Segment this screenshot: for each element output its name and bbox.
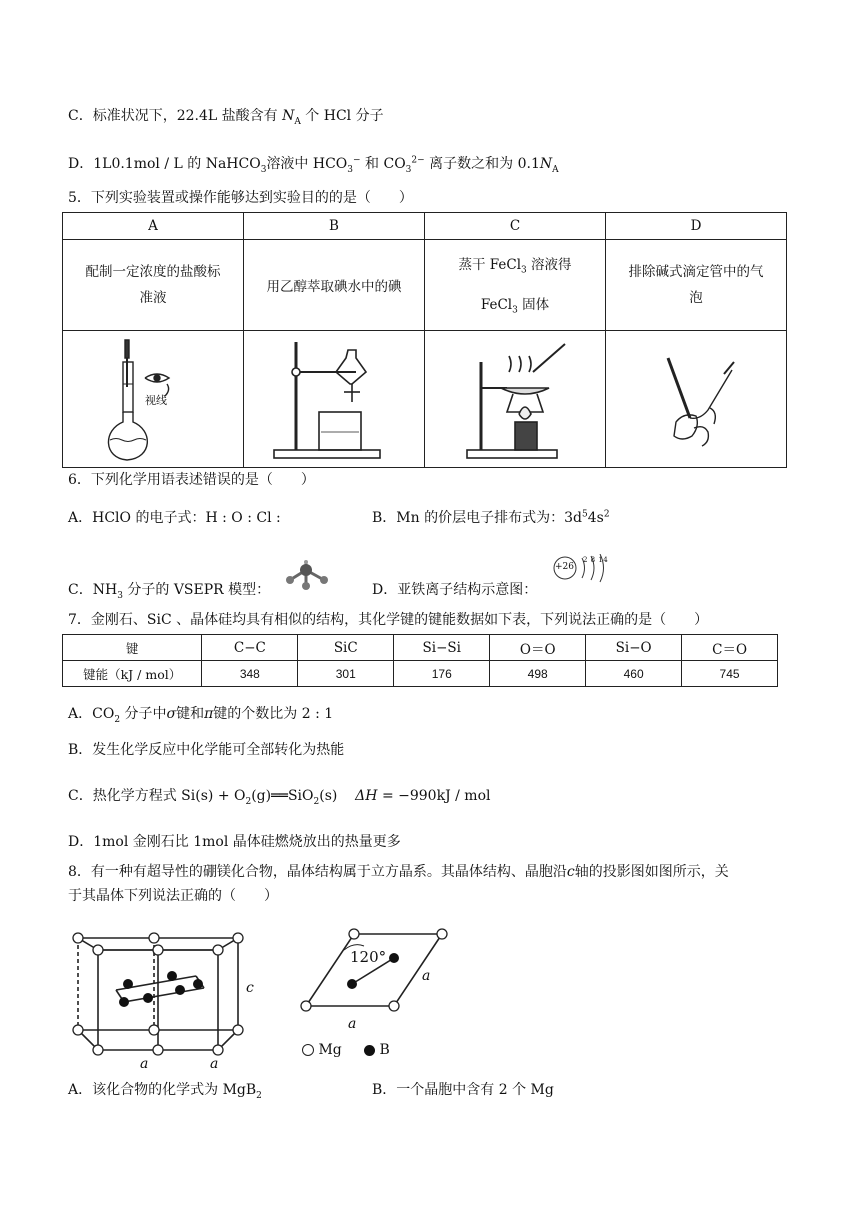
q7-option-c: C．热化学方程式 $Si(s) + O_2(g)══SiO_2(s)$ ΔH = −990kJ / mol <box>68 788 491 807</box>
energy-si-o: 460 <box>586 661 682 687</box>
energy-si-si: 176 <box>394 661 490 687</box>
q5-header-d: D <box>606 213 787 240</box>
q8-option-a: A．该化合物的化学式为 MgB$_2$ <box>68 1082 262 1101</box>
q7-stem: 7．金刚石、SiC 、晶体硅均具有相似的结构，其化学键的键能数据如下表，下列说法正确的是（ ） <box>68 612 709 628</box>
mg-legend-label: Mg <box>318 1042 342 1058</box>
evaporating-dish-diagram <box>425 332 605 467</box>
axis-c-label: c <box>246 980 254 996</box>
q5-image-b <box>244 331 425 468</box>
q5-desc-d: 排除碱式滴定管中的气 泡 <box>606 240 787 331</box>
energy-o-o: 498 <box>490 661 586 687</box>
q6-option-a: A．HClO 的电子式：H : O : Cl : <box>68 510 281 526</box>
bond-o-o: O＝O <box>490 635 586 661</box>
bond-c-c: C−C <box>202 635 298 661</box>
axis-a-label-2: a <box>210 1056 219 1070</box>
q8-option-b: B．一个晶胞中含有 2 个 Mg <box>372 1082 554 1098</box>
bond-sic: SiC <box>298 635 394 661</box>
burette-bubble-removal-diagram <box>606 332 786 467</box>
sight-line-label: 视线 <box>145 393 167 407</box>
separatory-funnel-stand-diagram <box>244 332 424 467</box>
edge-a-label-2: a <box>348 1016 357 1032</box>
q5-header-c: C <box>425 213 606 240</box>
bond-si-si: Si−Si <box>394 635 490 661</box>
q5-desc-a: 配制一定浓度的盐酸标 准液 <box>63 240 244 331</box>
q8-stem-line1: 8．有一种有超导性的硼镁化合物，晶体结构属于立方晶系。其晶体结构、晶胞沿c轴的投影图如图所示，关 <box>68 864 729 880</box>
bond-header: 键 <box>63 635 202 661</box>
q4-option-c: C．标准状况下，22.4L 盐酸含有 $N_A$ 个 HCl 分子 <box>68 108 384 127</box>
q8-stem-line2: 于其晶体下列说法正确的（ ） <box>68 888 278 904</box>
q7-bond-energy-table <box>62 634 778 687</box>
mg-legend-icon <box>302 1044 314 1056</box>
energy-header: 键能（kJ / mol） <box>63 661 202 687</box>
q5-desc-b: 用乙醇萃取碘水中的碘 <box>244 240 425 331</box>
projection-diagram <box>296 924 456 1036</box>
q7-option-d: D．1mol 金刚石比 1mol 晶体硅燃烧放出的热量更多 <box>68 834 401 850</box>
crystal-structure-diagram <box>68 920 268 1070</box>
angle-label: 120° <box>350 948 387 966</box>
electron-shells: 2 8 14 <box>583 556 609 564</box>
edge-a-label-1: a <box>422 968 431 984</box>
q5-header-a: A <box>63 213 244 240</box>
bond-si-o: Si−O <box>586 635 682 661</box>
b-legend-icon <box>364 1045 375 1056</box>
nucleus-charge: +26 <box>555 562 574 572</box>
q6-option-d: D．亚铁离子结构示意图： <box>372 582 538 598</box>
energy-c-o: 745 <box>682 661 778 687</box>
q5-image-c <box>425 331 606 468</box>
energy-sic: 301 <box>298 661 394 687</box>
axis-a-label-1: a <box>140 1056 149 1070</box>
q5-image-a <box>63 331 244 468</box>
vsepr-model-icon <box>282 560 332 592</box>
q5-desc-c: 蒸干 FeCl$_3$ 溶液得 FeCl$_3$ 固体 <box>425 240 606 331</box>
energy-c-c: 348 <box>202 661 298 687</box>
volumetric-flask-diagram <box>63 332 243 467</box>
q6-stem: 6．下列化学用语表述错误的是（ ） <box>68 472 315 488</box>
q5-image-d <box>606 331 787 468</box>
q5-table <box>62 212 787 468</box>
q5-header-b: B <box>244 213 425 240</box>
q6-option-c: C．$NH_3$ 分子的 VSEPR 模型： <box>68 582 271 601</box>
q6-option-b: B．Mn 的价层电子排布式为：$3d^54s^2$ <box>372 509 610 526</box>
b-legend-label: B <box>379 1042 390 1058</box>
q7-option-b: B．发生化学反应中化学能可全部转化为热能 <box>68 742 345 758</box>
atom-legend <box>302 1040 390 1060</box>
q5-stem: 5．下列实验装置或操作能够达到实验目的的是（ ） <box>68 190 413 206</box>
q7-option-a: A．$CO_2$ 分子中σ键和π键的个数比为 2 : 1 <box>68 706 334 725</box>
ferrous-ion-structure-diagram <box>552 554 622 586</box>
q4-option-d: D．1L0.1mol / L 的 NaHCO$_3$溶液中 $HCO_3^-$ 和 $CO_3^{2-}$ 离子数之和为 $0.1N_A$ <box>68 155 559 175</box>
bond-c-o: C＝O <box>682 635 778 661</box>
